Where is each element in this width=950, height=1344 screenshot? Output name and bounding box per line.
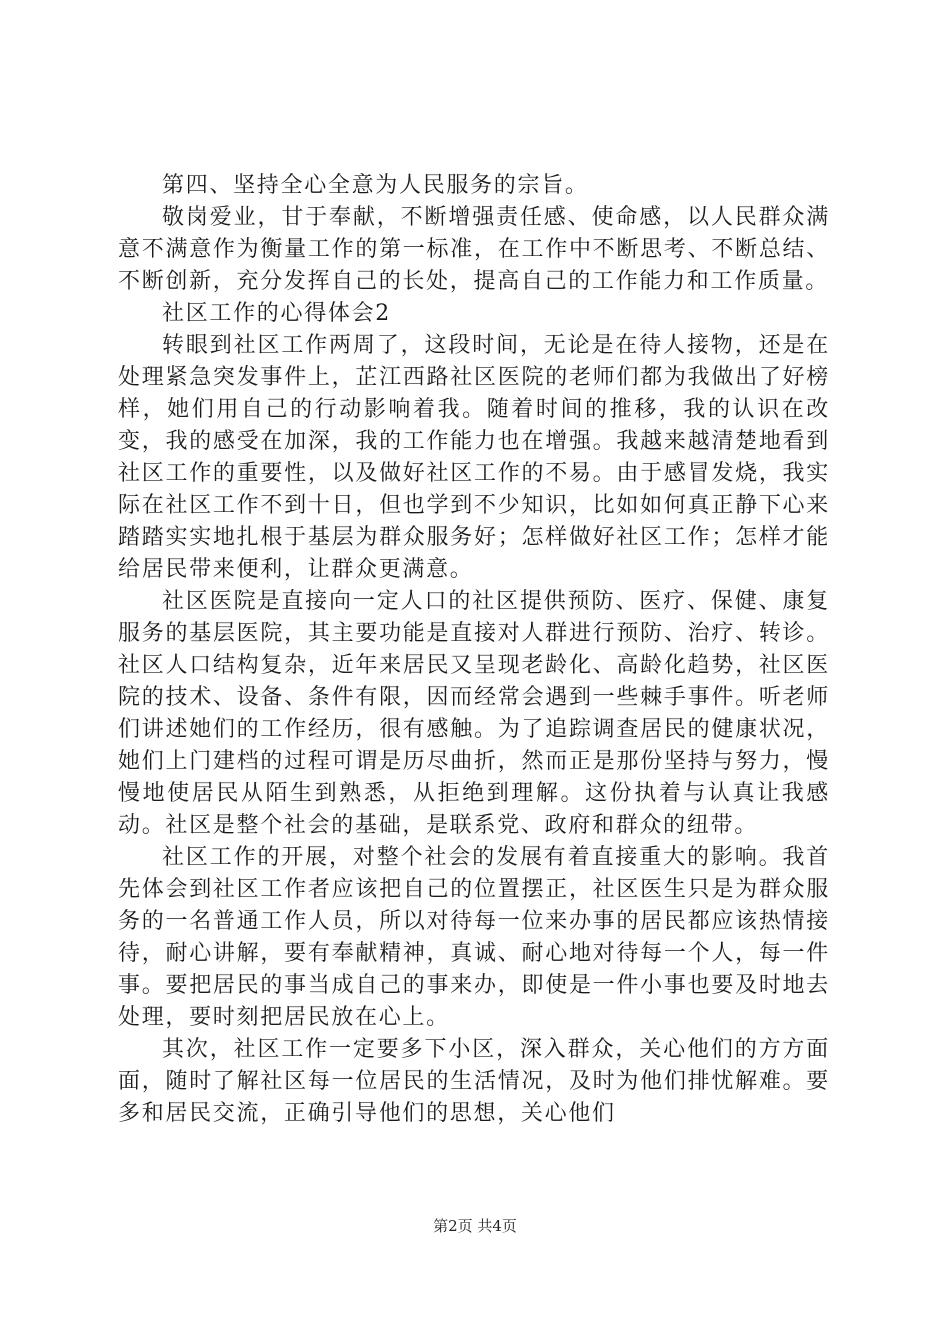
paragraph-community-hospital: 社区医院是直接向一定人口的社区提供预防、医疗、保健、康复服务的基层医院，其主要功能是直接对人群进行预防、治疗、转诊。社区人口结构复杂，近年来居民又呈现老龄化、高龄化趋势，社区医院的技术、设备、条件有限，因而经常会遇到一些棘手事件。听老师们讲述她们的工作经历，很有感触。为了追踪调查居民的健康状况，她们上门建档的过程可谓是历尽曲折，然而正是那份坚持与努力，慢慢地使居民从陌生到熟悉，从拒绝到理解。这份执着与认真让我感动。社区是整个社会的基础，是联系党、政府和群众的纽带。 (118, 589, 830, 838)
paragraph-heading-fourth: 第四、坚持全心全意为人民服务的宗旨。 (162, 173, 589, 198)
paragraph-secondly: 其次，社区工作一定要多下小区，深入群众，关心他们的方方面面，随时了解社区每一位居民的生活情况，及时为他们排忧解难。要多和居民交流，正确引导他们的思想，关心他们 (118, 1037, 830, 1126)
paragraph-dedication: 敬岗爱业，甘于奉献，不断增强责任感、使命感，以人民群众满意不满意作为衡量工作的第一标准，在工作中不断思考、不断总结、不断创新，充分发挥自己的长处，提高自己的工作能力和工作质量。 (118, 205, 830, 294)
paragraph-two-weeks: 转眼到社区工作两周了，这段时间，无论是在待人接物，还是在处理紧急突发事件上，芷江西路社区医院的老师们都为我做出了好榜样，她们用自己的行动影响着我。随着时间的推移，我的认识在改变，我的感受在加深，我的工作能力也在增强。我越来越清楚地看到社区工作的重要性，以及做好社区工作的不易。由于感冒发烧，我实际在社区工作不到十日，但也学到不少知识，比如如何真正静下心来踏踏实实地扎根于基层为群众服务好；怎样做好社区工作；怎样才能给居民带来便利，让群众更满意。 (118, 333, 830, 582)
document-body (118, 170, 830, 1130)
paragraph-work-development: 社区工作的开展，对整个社会的发展有着直接重大的影响。我首先体会到社区工作者应该把自己的位置摆正，社区医生只是为群众服务的一名普通工作人员，所以对待每一位来办事的居民都应该热情接待，耐心讲解，要有奉献精神，真诚、耐心地对待每一个人，每一件事。要把居民的事当成自己的事来办，即使是一件小事也要及时地去处理，要时刻把居民放在心上。 (118, 845, 830, 1030)
page-footer: 第2页 共4页 (433, 1217, 517, 1235)
section-title: 社区工作的心得体会2 (162, 301, 391, 326)
